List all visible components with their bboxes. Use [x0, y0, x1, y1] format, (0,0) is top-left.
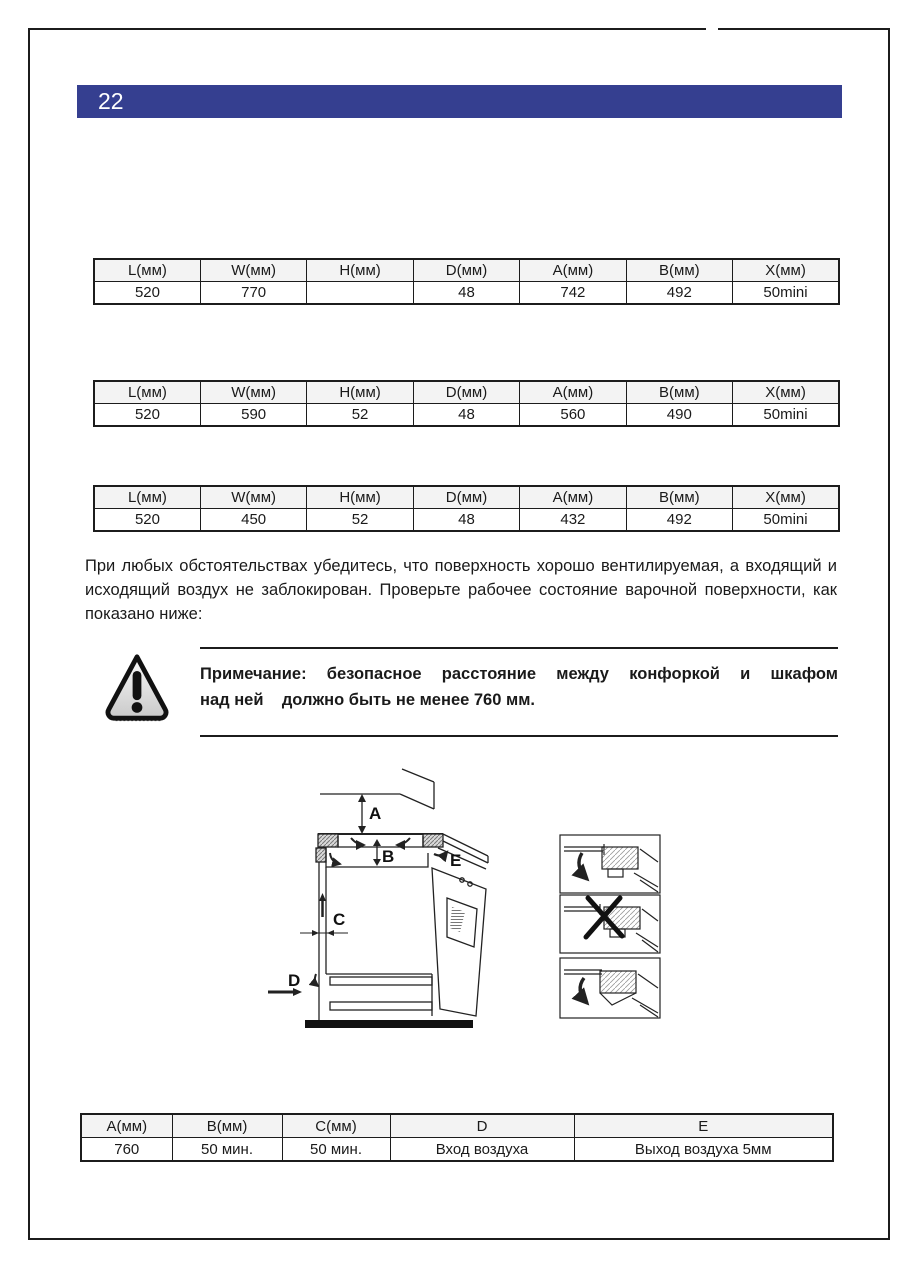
clearance-table [80, 1113, 834, 1162]
arrowheads [293, 794, 381, 996]
cell: 520 [94, 282, 200, 305]
col-header: W(мм) [200, 259, 306, 282]
col-header: E [574, 1114, 833, 1138]
installation-diagram [250, 768, 680, 1058]
col-header: D(мм) [413, 486, 519, 509]
col-header: L(мм) [94, 381, 200, 404]
cell: 760 [81, 1138, 172, 1162]
page-border-gap [706, 26, 718, 33]
table-row [94, 282, 839, 305]
cell: 490 [626, 404, 732, 427]
cell: 492 [626, 282, 732, 305]
col-header: D(мм) [413, 381, 519, 404]
col-header: B(мм) [626, 381, 732, 404]
table-row [94, 509, 839, 532]
cell: 50mini [733, 282, 839, 305]
cell: 492 [626, 509, 732, 532]
col-header: X(мм) [733, 486, 839, 509]
safety-note-line1: Примечание: безопасное расстояние между конфоркой и шкафом [200, 665, 838, 683]
page-border-frame [28, 28, 890, 1240]
col-header: W(мм) [200, 381, 306, 404]
cell: Выход воздуха 5мм [574, 1138, 833, 1162]
cell: 50mini [733, 404, 839, 427]
cell: 742 [520, 282, 626, 305]
cell: 560 [520, 404, 626, 427]
warning-triangle-icon [101, 652, 173, 724]
col-header: X(мм) [733, 381, 839, 404]
table-header-row [94, 486, 839, 509]
cell: 50mini [733, 509, 839, 532]
table-row [94, 404, 839, 427]
note-divider-bottom [200, 735, 838, 737]
detail-panels [560, 835, 660, 1018]
table-header-row [94, 381, 839, 404]
cell: 52 [307, 404, 413, 427]
cell: 450 [200, 509, 306, 532]
col-header: A(мм) [81, 1114, 172, 1138]
safety-note-line2: над ней должно быть не менее 760 мм. [200, 691, 535, 709]
label-d: D [288, 971, 301, 990]
cell: 52 [307, 509, 413, 532]
col-header: L(мм) [94, 486, 200, 509]
col-header: A(мм) [520, 381, 626, 404]
cell: 432 [520, 509, 626, 532]
dimension-table-1 [93, 258, 840, 305]
col-header: H(мм) [307, 381, 413, 404]
cell: 48 [413, 282, 519, 305]
cell: 50 мин. [282, 1138, 390, 1162]
cell: 770 [200, 282, 306, 305]
col-header: H(мм) [307, 259, 413, 282]
cell [307, 282, 413, 305]
col-header: H(мм) [307, 486, 413, 509]
col-header: L(мм) [94, 259, 200, 282]
label-b: B [382, 847, 395, 866]
col-header: A(мм) [520, 486, 626, 509]
oven-line-art [300, 769, 488, 1028]
cell: 520 [94, 404, 200, 427]
dimension-table-3 [93, 485, 840, 532]
note-divider-top [200, 647, 838, 649]
page-number-bar [77, 85, 842, 118]
col-header: B(мм) [626, 259, 732, 282]
cell: Вход воздуха [390, 1138, 574, 1162]
dimension-table-2 [93, 380, 840, 427]
col-header: C(мм) [282, 1114, 390, 1138]
diagram-labels [288, 804, 461, 990]
cell: 50 мин. [172, 1138, 282, 1162]
cell: 48 [413, 404, 519, 427]
col-header: D [390, 1114, 574, 1138]
col-header: B(мм) [626, 486, 732, 509]
col-header: W(мм) [200, 486, 306, 509]
table-header-row [81, 1114, 833, 1138]
col-header: X(мм) [733, 259, 839, 282]
safety-note [200, 661, 838, 713]
cell: 590 [200, 404, 306, 427]
col-header: A(мм) [520, 259, 626, 282]
table-row [81, 1138, 833, 1162]
cell: 520 [94, 509, 200, 532]
ventilation-paragraph: При любых обстоятельствах убедитесь, что поверхность хорошо вентилируемая, а входящий и исходящий воздух не заблокирован. Проверьте рабочее состояние варочной поверхности, как показано ниже: [85, 557, 837, 623]
page-number: 22 [98, 88, 124, 114]
cell: 48 [413, 509, 519, 532]
label-a: A [369, 804, 382, 823]
table-header-row [94, 259, 839, 282]
label-e: E [450, 851, 462, 870]
label-c: C [333, 910, 346, 929]
col-header: B(мм) [172, 1114, 282, 1138]
col-header: D(мм) [413, 259, 519, 282]
